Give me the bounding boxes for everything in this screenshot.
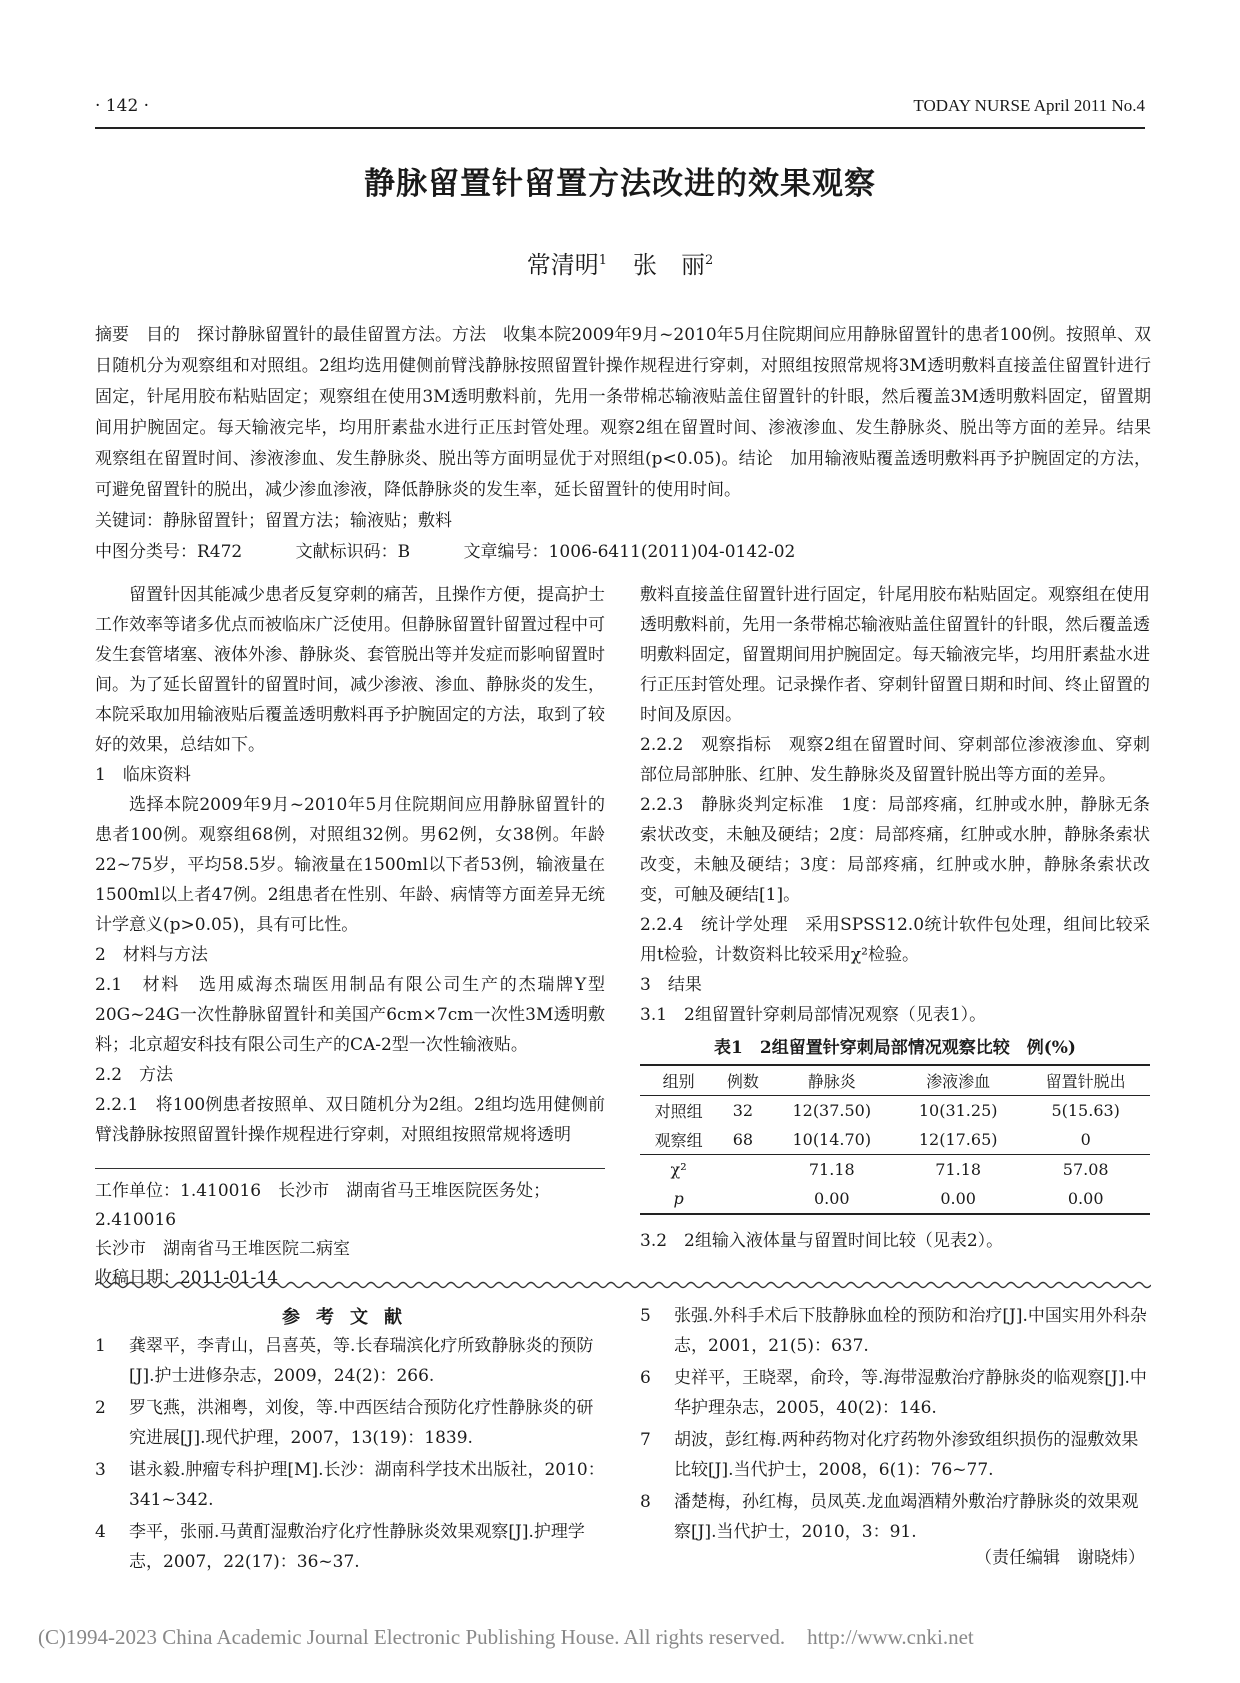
reference-number: 4: [95, 1522, 106, 1542]
reference-number: 5: [640, 1306, 651, 1326]
table-cell: 0.00: [895, 1184, 1021, 1214]
references-right: [640, 1301, 1150, 1549]
page-number: · 142 ·: [95, 96, 150, 116]
table-cell: 71.18: [895, 1155, 1021, 1185]
reference-text: 龚翠平，李青山，吕喜英，等.长春瑞滨化疗所致静脉炎的预防[J].护士进修杂志，2009，24(2)：266.: [129, 1336, 594, 1386]
table-cell: [717, 1184, 768, 1214]
abstract-text: 摘要 目的 探讨静脉留置针的最佳留置方法。方法 收集本院2009年9月~2010年5月住院期间应用静脉留置针的患者100例。按照单、双日随机分为观察组和对照组。2组均选用健侧前臂浅静脉按照留置针操作规程进行穿刺，对照组按照常规将3M透明敷料直接盖住留置针进行固定，针尾用胶布粘贴固定；观察组在使用3M透明敷料前，先用一条带棉芯输液贴盖住留置针的针眼，然后覆盖3M透明敷料固定，留置期间用护腕固定。每天输液完毕，均用肝素盐水进行正压封管处理。观察2组在留置时间、渗液渗血、发生静脉炎、脱出等方面的差异。结果 观察组在留置时间、渗液渗血、发生静脉炎、脱出等方面明显优于对照组(p<0.05)。结论 加用输液贴覆盖透明敷料再予护腕固定的方法，可避免留置针的脱出，减少渗血渗液，降低静脉炎的发生率，延长留置针的使用时间。: [95, 325, 1168, 500]
table-header-cell: 渗液渗血: [895, 1065, 1021, 1096]
section-1-heading: 1 临床资料: [95, 765, 191, 785]
table-row: [640, 1125, 1150, 1155]
abstract: [95, 320, 1168, 506]
reference-item: [640, 1301, 1150, 1361]
copyright-watermark: [38, 1625, 974, 1650]
section-3-1-paragraph: 3.1 2组留置针穿刺局部情况观察（见表1）。: [640, 1005, 987, 1025]
reference-text: 张强.外科手术后下肢静脉血栓的预防和治疗[J].中国实用外科杂志，2001，21(5)：637.: [674, 1306, 1147, 1356]
responsible-editor: （责任编辑 谢晓炜）: [975, 1548, 1145, 1568]
reference-number: 7: [640, 1430, 651, 1450]
classification: [95, 537, 843, 562]
affiliation-line-1: 工作单位：1.410016 长沙市 湖南省马王堆医院医务处；2.410016: [95, 1181, 551, 1230]
table-row: [640, 1096, 1150, 1126]
reference-item: [95, 1331, 605, 1391]
clc-number: 中图分类号：R472: [95, 542, 243, 562]
right-column: [640, 580, 1150, 1030]
affiliation-line-2: 长沙市 湖南省马王堆医院二病室: [95, 1239, 350, 1259]
section-2-2-1-paragraph: 2.2.1 将100例患者按照单、双日随机分为2组。2组均选用健侧前臂浅静脉按照留置针操作规程进行穿刺，对照组按照常规将透明: [95, 1095, 605, 1145]
document-code: 文献标识码：B: [295, 542, 411, 562]
table-cell: p: [640, 1184, 717, 1214]
references-title: 参考文献: [282, 1307, 418, 1328]
section-2-2-2-paragraph: 2.2.2 观察指标 观察2组在留置时间、穿刺部位渗液渗血、穿刺部位局部肿胀、红肿、发生静脉炎及留置针脱出等方面的差异。: [640, 735, 1150, 785]
author-1-affiliation: 1: [598, 253, 607, 268]
table-cell: χ²: [640, 1155, 717, 1185]
affiliation: [95, 1177, 605, 1293]
section-2-2-3-paragraph: 2.2.3 静脉炎判定标准 1度：局部疼痛，红肿或水肿，静脉无条索状改变，未触及硬结；2度：局部疼痛，红肿或水肿，静脉条索状改变，未触及硬结；3度：局部疼痛，红肿或水肿，静脉条索状改变，可触及硬结[1]。: [640, 795, 1150, 905]
authors: [0, 245, 1240, 280]
keywords: 关键词：静脉留置针；留置方法；输液贴；敷料: [95, 511, 452, 531]
article-title: 静脉留置针留置方法改进的效果观察: [364, 166, 876, 202]
table-cell: 12(37.50): [792, 1101, 872, 1120]
author-2-affiliation: 2: [705, 253, 714, 268]
reference-item: [95, 1455, 605, 1515]
section-1-paragraph: 选择本院2009年9月~2010年5月住院期间应用静脉留置针的患者100例。观察组68例，对照组32例。男62例，女38例。年龄22~75岁，平均58.5岁。输液量在1500ml以下者53例，输液量在1500ml以上者47例。2组患者在性别、年龄、病情等方面差异无统计学意义(p>0.05)，具有可比性。: [95, 795, 605, 935]
table-cell: 观察组: [654, 1131, 703, 1150]
reference-text: 谌永毅.肿瘤专科护理[M].长沙：湖南科学技术出版社，2010：341~342.: [129, 1460, 605, 1510]
wavy-divider: [95, 1280, 1151, 1290]
table-1: [640, 1064, 1150, 1215]
reference-number: 1: [95, 1336, 106, 1356]
reference-item: [640, 1425, 1150, 1485]
section-2-2-1-continued: 敷料直接盖住留置针进行固定，针尾用胶布粘贴固定。观察组在使用透明敷料前，先用一条带棉芯输液贴盖住留置针的针眼，然后覆盖透明敷料固定，留置期间用护腕固定。每天输液完毕，均用肝素盐水进行正压封管处理。记录操作者、穿刺针留置日期和时间、终止留置的时间及原因。: [640, 585, 1150, 725]
intro-paragraph: 留置针因其能减少患者反复穿刺的痛苦，且操作方便，提高护士工作效率等诸多优点而被临床广泛使用。但静脉留置针留置过程中可发生套管堵塞、液体外渗、静脉炎、套管脱出等并发症而影响留置时间。为了延长留置针的留置时间，减少渗液、渗血、静脉炎的发生，本院采取加用输液贴后覆盖透明敷料再予护腕固定的方法，取到了较好的效果，总结如下。: [95, 585, 605, 755]
copyright-text: (C)1994-2023 China Academic Journal Electronic Publishing House. All rights reserved.: [38, 1625, 786, 1649]
reference-text: 潘楚梅，孙红梅，员凤英.龙血竭酒精外敷治疗静脉炎的效果观察[J].当代护士，2010，3：91.: [674, 1492, 1139, 1542]
copyright-url: http://www.cnki.net: [807, 1625, 974, 1649]
table-cell: 71.18: [769, 1155, 895, 1185]
reference-number: 2: [95, 1398, 106, 1418]
reference-number: 3: [95, 1460, 106, 1480]
table-header-cell: 组别: [640, 1065, 717, 1096]
table-cell: 0.00: [1021, 1184, 1150, 1214]
table-cell: 10(31.25): [918, 1101, 998, 1120]
reference-item: [640, 1487, 1150, 1547]
table-cell: 0: [1080, 1130, 1091, 1149]
journal-header: TODAY NURSE April 2011 No.4: [913, 96, 1145, 115]
reference-text: 罗飞燕，洪湘粤，刘俊，等.中西医结合预防化疗性静脉炎的研究进展[J].现代护理，2007，13(19)：1839.: [129, 1398, 594, 1448]
table-header-cell: 静脉炎: [769, 1065, 895, 1096]
reference-item: [640, 1363, 1150, 1423]
table-stat-row: [640, 1155, 1150, 1185]
reference-text: 史祥平，王晓翠，俞玲，等.海带湿敷治疗静脉炎的临观察[J].中华护理杂志，2005，40(2)：146.: [674, 1368, 1147, 1418]
table-cell: 10(14.70): [792, 1130, 872, 1149]
section-2-2-heading: 2.2 方法: [95, 1065, 174, 1085]
table-cell: 0.00: [769, 1184, 895, 1214]
reference-text: 胡波，彭红梅.两种药物对化疗药物外渗致组织损伤的湿敷效果比较[J].当代护士，2008，6(1)：76~77.: [674, 1430, 1139, 1480]
reference-number: 6: [640, 1368, 651, 1388]
table-cell: [717, 1155, 768, 1185]
author-2: 张 丽: [633, 251, 705, 279]
reference-number: 8: [640, 1492, 651, 1512]
table-stat-row: [640, 1184, 1150, 1214]
table-cell: 32: [732, 1101, 754, 1120]
author-1: 常清明: [526, 251, 599, 279]
table-cell: 57.08: [1021, 1155, 1150, 1185]
section-3-heading: 3 结果: [640, 975, 702, 995]
left-column: [95, 580, 605, 1150]
received-date: 收稿日期：2011-01-14: [95, 1268, 279, 1288]
table-cell: 68: [732, 1130, 754, 1149]
table-header-row: [640, 1065, 1150, 1096]
reference-item: [95, 1517, 605, 1577]
table-1-caption: 表1 2组留置针穿刺局部情况观察比较 例(%): [714, 1038, 1076, 1058]
table-header-cell: 例数: [717, 1065, 768, 1096]
header-rule: [95, 127, 1145, 129]
references-left: [95, 1331, 605, 1579]
table-header-cell: 留置针脱出: [1021, 1065, 1150, 1096]
section-3-2-paragraph: 3.2 2组输入液体量与留置时间比较（见表2）。: [640, 1231, 1004, 1251]
reference-text: 李平，张丽.马黄酊湿敷治疗化疗性静脉炎效果观察[J].护理学志，2007，22(17)：36~37.: [129, 1522, 585, 1572]
article-number: 文章编号：1006-6411(2011)04-0142-02: [463, 542, 796, 562]
table-cell: 12(17.65): [918, 1130, 998, 1149]
section-2-1-paragraph: 2.1 材料 选用威海杰瑞医用制品有限公司生产的杰瑞牌Y型20G~24G一次性静脉留置针和美国产6cm×7cm一次性3M透明敷料；北京超安科技有限公司生产的CA-2型一次性输液贴。: [95, 975, 605, 1055]
table-cell: 5(15.63): [1051, 1101, 1120, 1120]
affiliation-rule: [95, 1168, 605, 1169]
table-cell: 对照组: [654, 1102, 703, 1121]
reference-item: [95, 1393, 605, 1453]
section-2-heading: 2 材料与方法: [95, 945, 208, 965]
section-2-2-4-paragraph: 2.2.4 统计学处理 采用SPSS12.0统计软件包处理，组间比较采用t检验，计数资料比较采用χ²检验。: [640, 915, 1150, 965]
